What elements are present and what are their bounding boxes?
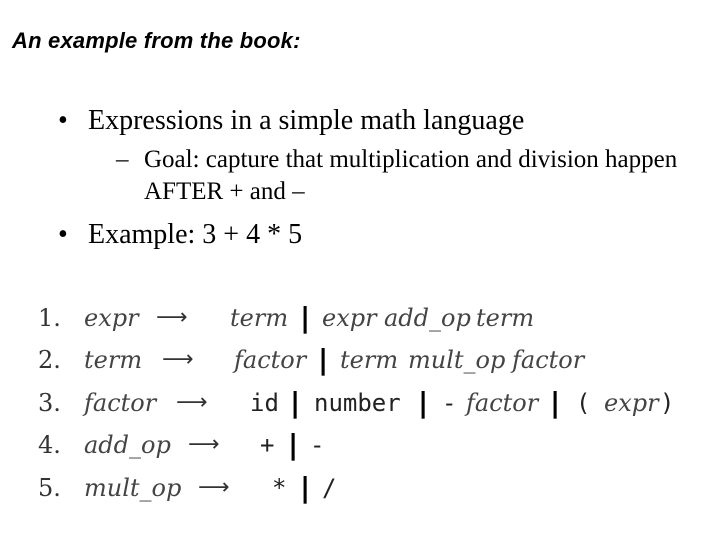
alternation-bar: | xyxy=(300,471,311,504)
rule-symbol: term xyxy=(476,304,535,332)
arrow-icon: ⟶ xyxy=(188,432,220,457)
rule-token: number xyxy=(314,389,401,417)
arrow-icon: ⟶ xyxy=(176,390,208,415)
rule-number: 5. xyxy=(38,474,61,502)
rule-alternative: term xyxy=(230,304,289,332)
rule-alternative: factor xyxy=(234,346,307,374)
rule-lhs: expr xyxy=(84,304,139,332)
sub-bullet-dash: – xyxy=(116,146,129,173)
bullet-item xyxy=(58,218,708,252)
rule-token: + xyxy=(260,431,275,459)
rule-number: 4. xyxy=(38,431,61,459)
rule-number: 1. xyxy=(38,304,61,332)
rule-lhs: add_op xyxy=(84,431,171,459)
page-title: An example from the book: xyxy=(12,28,301,53)
rule-token: ( xyxy=(576,389,591,417)
rule-token: * xyxy=(272,474,287,502)
alternation-bar: | xyxy=(300,301,311,334)
bullet-item xyxy=(58,104,708,138)
alternation-bar: | xyxy=(290,386,301,419)
bullet-dot: • xyxy=(58,219,68,250)
rule-token: - xyxy=(310,431,325,459)
alternation-bar: | xyxy=(418,386,429,419)
rule-symbol: add_op xyxy=(384,304,471,332)
alternation-bar: | xyxy=(318,343,329,376)
rule-token: id xyxy=(250,389,279,417)
bullet-list xyxy=(58,104,708,252)
sub-bullet-text: Goal: capture that multiplication and division happen AFTER + and – xyxy=(144,146,678,205)
rule-symbol: factor xyxy=(512,346,585,374)
rule-number: 3. xyxy=(38,389,61,417)
bullet-dot: • xyxy=(58,105,68,136)
rule-token: - xyxy=(442,389,457,417)
alternation-bar: | xyxy=(550,386,561,419)
sub-bullet-item xyxy=(116,144,708,208)
bullet-text: Expressions in a simple math language xyxy=(88,105,525,136)
rule-symbol: mult_op xyxy=(408,346,506,374)
rule-symbol: term xyxy=(340,346,399,374)
arrow-icon: ⟶ xyxy=(162,347,194,372)
bullet-text: Example: 3 + 4 * 5 xyxy=(88,219,303,250)
rule-symbol: expr xyxy=(322,304,377,332)
rule-token: ) xyxy=(660,389,675,417)
arrow-icon: ⟶ xyxy=(198,475,230,500)
arrow-icon: ⟶ xyxy=(156,305,188,330)
rule-lhs: term xyxy=(84,346,143,374)
rule-number: 2. xyxy=(38,346,61,374)
rule-symbol: expr xyxy=(604,389,659,417)
rule-symbol: factor xyxy=(466,389,539,417)
alternation-bar: | xyxy=(288,428,299,461)
rule-token: / xyxy=(322,474,337,502)
rule-lhs: factor xyxy=(84,389,157,417)
rule-lhs: mult_op xyxy=(84,474,182,502)
